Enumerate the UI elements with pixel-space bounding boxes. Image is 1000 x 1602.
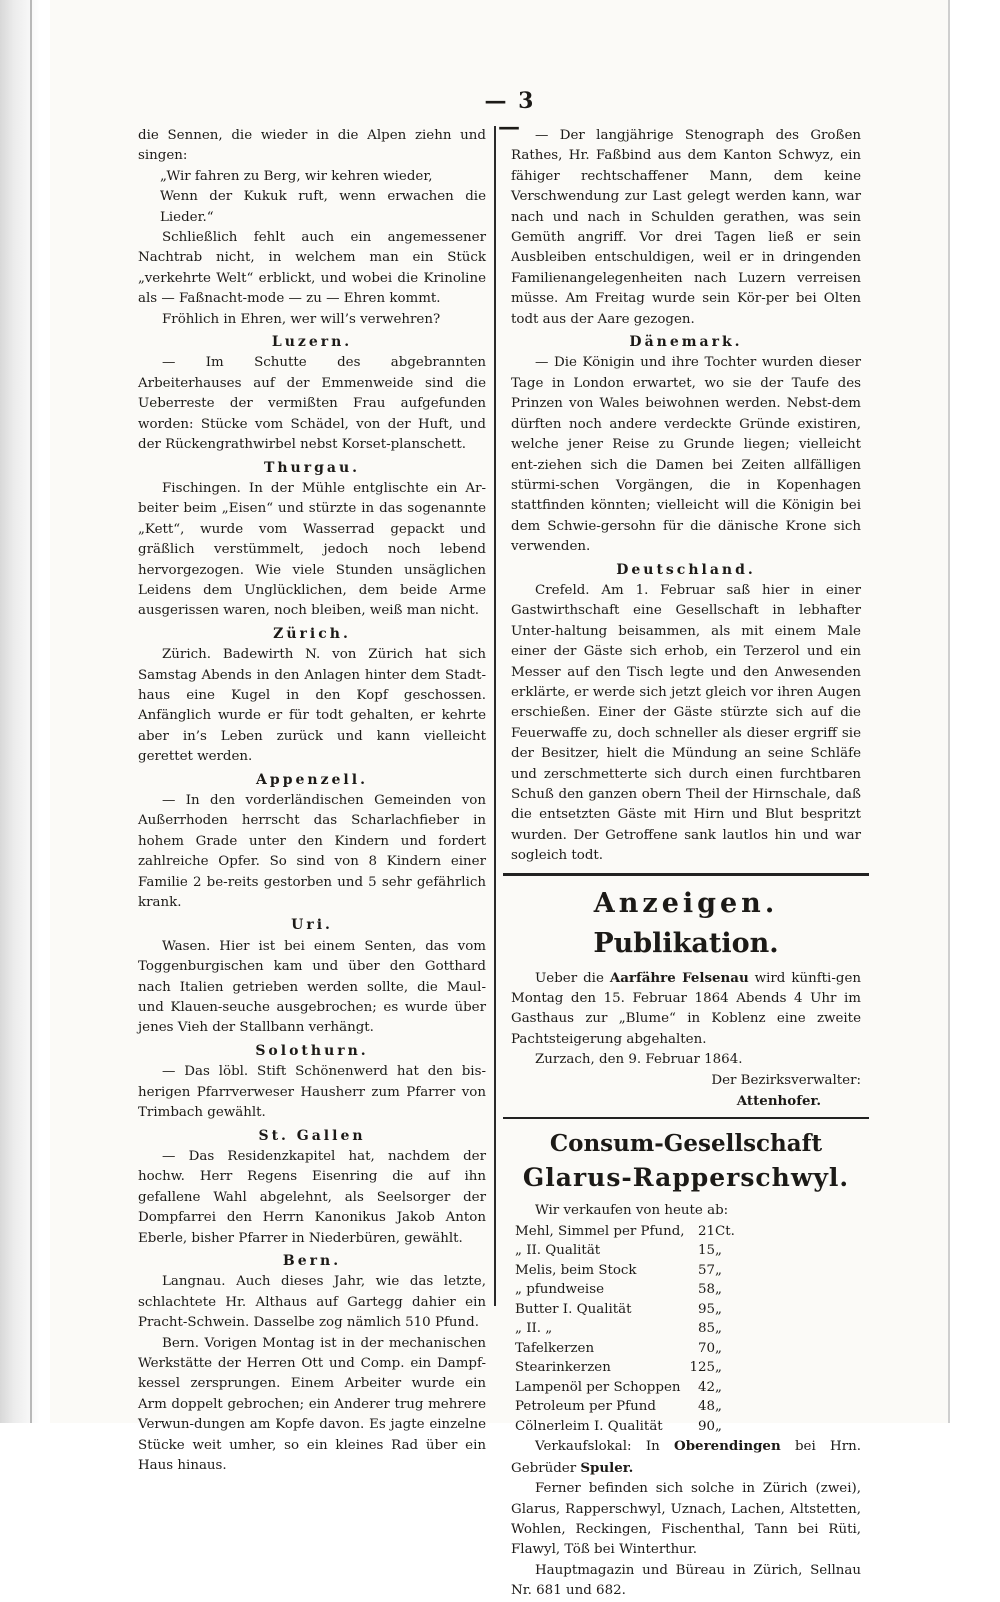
page-number: — 3 —: [484, 88, 536, 140]
price-row: [515, 1397, 755, 1417]
article-appenzell: — In den vorderländischen Gemeinden von Außerrhoden herrscht das Scharlachfieber in hohem Grade unter den Kindern und fordert zahlreiche Opfer. So sind von 8 Kindern einer Familie 2 be-reits gestorben und 5 sehr gefährlich krank.: [138, 793, 486, 911]
consum-branches: Ferner befinden sich solche in Zürich (zwei), Glarus, Rapperschwyl, Uznach, Lachen, Altstetten, Wohlen, Reckingen, Fischenthal, Tann bei Rüti, Flawyl, Töß bei Winterthur.: [511, 1481, 861, 1558]
publikation-signature: Attenhofer.: [736, 1093, 821, 1110]
section-heading-luzern: Luzern.: [271, 334, 353, 351]
verkaufslokal-place: Oberendingen: [674, 1438, 781, 1455]
intro-paragraph: Schließlich fehlt auch ein angemessener Nachtrab nicht, in welchem man ein Stück „verkehrte Welt“ erblickt, und wobei die Krinoline als — Faßnacht-mode — zu — Ehren kommt.: [138, 230, 486, 307]
intro-closing: Fröhlich in Ehren, wer will’s verwehren?: [162, 311, 441, 327]
article-st-gallen: — Das Residenzkapitel hat, nachdem der hochw. Herr Regens Eisenring die auf ihn gefallene Wahl abgelehnt, als Seelsorger der Dompfarrei den Herrn Kanonikus Jakob Anton Eberle, bisher Pfarrer in Niederbüren, gewählt.: [138, 1148, 486, 1246]
section-heading-daenemark: Dänemark.: [629, 334, 743, 351]
price-item: Stearinkerzen: [515, 1360, 611, 1376]
price-value: 125: [689, 1360, 715, 1376]
section-heading-deutschland: Deutschland.: [616, 561, 756, 578]
article-solothurn: — Das löbl. Stift Schönenwerd hat den bis-herigen Pfarrverweser Hausherr zum Pfarrer von Trimbach gewählt.: [138, 1064, 486, 1121]
verkaufslokal-label: Verkaufslokal: In: [535, 1439, 675, 1455]
price-value: 21: [697, 1223, 715, 1239]
price-item: Melis, beim Stock: [515, 1262, 637, 1278]
price-value: 15: [697, 1243, 715, 1259]
price-value: 58: [697, 1282, 715, 1298]
price-unit: „: [715, 1360, 722, 1376]
price-row: [515, 1261, 755, 1281]
article-luzern: — Im Schutte des abgebrannten Arbeiterhauses auf der Emmenweide sind die Ueberreste der vermißten Frau aufgefunden worden: Stücke vom Schädel, von der Huft, und der Rückengrathwirbel nebst Korset-planschett.: [138, 355, 486, 453]
price-item: Petroleum per Pfund: [515, 1399, 656, 1415]
consum-intro: Wir verkaufen von heute ab:: [535, 1203, 729, 1219]
consum-title-line-1: Consum-Gesellschaft: [549, 1130, 823, 1158]
intro-line-1: die Sennen, die wieder in die Alpen ziehn und singen:: [138, 128, 486, 164]
price-value: 42: [697, 1379, 715, 1395]
price-row: [515, 1378, 755, 1398]
price-row: [515, 1280, 755, 1300]
book-spine-shadow: [0, 0, 40, 1423]
price-item: „ II. Qualität: [515, 1243, 601, 1259]
section-heading-st-gallen: St. Gallen: [258, 1127, 366, 1144]
price-unit: „: [715, 1418, 722, 1434]
price-unit: „: [715, 1340, 722, 1356]
price-unit: „: [715, 1301, 722, 1317]
price-item: „ II. „: [515, 1321, 553, 1337]
price-item: „ pfundweise: [515, 1282, 605, 1298]
price-item: Butter I. Qualität: [515, 1301, 632, 1317]
ad-rule: [503, 1117, 869, 1119]
price-row: [515, 1339, 755, 1359]
article-langnau: Langnau. Auch dieses Jahr, wie das letzte, schlachtete Hr. Althaus auf Gartegg dahier ein Pracht-Schwein. Dasselbe zog nämlich 510 Pfund.: [138, 1274, 486, 1331]
price-value: 70: [697, 1340, 715, 1356]
price-unit: „: [715, 1262, 722, 1278]
price-value: 48: [697, 1399, 715, 1415]
section-heading-appenzell: Appenzell.: [256, 771, 368, 788]
publikation-aarfaehre: Aarfähre Felsenau: [609, 969, 749, 986]
price-row: [515, 1300, 755, 1320]
price-item: Tafelkerzen: [515, 1340, 595, 1356]
price-row: [515, 1417, 755, 1437]
consum-headquarters: Hauptmagazin und Büreau in Zürich, Sellnau Nr. 681 und 682.: [511, 1562, 861, 1599]
price-unit: „: [715, 1379, 722, 1395]
price-row: [515, 1358, 755, 1378]
verkaufslokal-mid: bei Hrn. Gebrüder: [511, 1439, 861, 1476]
price-unit: „: [715, 1321, 722, 1337]
price-list: [515, 1222, 755, 1437]
column-divider: [494, 126, 496, 1306]
price-unit: Ct.: [715, 1223, 735, 1239]
price-value: 57: [697, 1262, 715, 1278]
article-crefeld: Crefeld. Am 1. Februar saß hier in einer Gastwirthschaft eine Gesellschaft in lebhafter Unter-haltung beisammen, als mit einem Male einer der Gäste sich erhob, ein Terzerol und ein Messer auf den Tisch legte und den Anwesenden erklärte, er werde sich jetzt gleich vor ihren Augen erschießen. Einer der Gäste stürzte sich auf die Feuerwaffe zu, doch schneller als dieser ergriff sie der Besitzer, hielt die Mündung an seine Schläfe und zerschmetterte sich durch einen furchtbaren Schuß den ganzen obern Theil der Hirnschale, daß die entsetzten Gäste mit Hirn und Blut bespritzt wurden. Der Getroffene sank lautlos hin und war sogleich todt.: [511, 582, 861, 864]
price-value: 95: [697, 1301, 715, 1317]
price-value: 85: [697, 1321, 715, 1337]
verkaufslokal-name: Spuler.: [580, 1459, 634, 1476]
price-unit: „: [715, 1243, 722, 1259]
publikation-text-a: Ueber die: [535, 970, 610, 986]
binding-line: [30, 0, 32, 1423]
section-rule: [503, 873, 869, 876]
publikation-text-c: wird künfti-gen Montag den 15. Februar 1864 Abends 4 Uhr im Gasthaus zur „Blume“ in Koblenz eine zweite Pachtsteigerung abgehalten.: [511, 970, 861, 1047]
price-unit: „: [715, 1282, 722, 1298]
right-column: [511, 126, 861, 1602]
page-edge: [948, 0, 1000, 1423]
article-zuerich: Zürich. Badewirth N. von Zürich hat sich Samstag Abends in den Anlagen hinter dem Stadt-haus eine Kugel in den Kopf geschossen. Anfänglich wurde er für todt gehalten, er kehrte aber in’s Leben zurück und kann vielleicht gerettet werden.: [138, 647, 486, 765]
price-value: 90: [697, 1418, 715, 1434]
article-uri: Wasen. Hier ist bei einem Senten, das vom Toggenburgischen kam und über den Gotthard nach Italien getrieben werden sollte, die Maul- und Klauen-seuche ausgebrochen; es wurde über jenes Vieh der Stallbann verhängt.: [138, 938, 486, 1036]
publikation-dateline: Zurzach, den 9. Februar 1864.: [535, 1052, 743, 1068]
price-row: [515, 1241, 755, 1261]
publikation-office: Der Bezirksverwalter:: [711, 1072, 861, 1088]
section-heading-bern: Bern.: [282, 1252, 342, 1269]
price-row: [515, 1319, 755, 1339]
price-item: Mehl, Simmel per Pfund,: [515, 1223, 685, 1239]
section-heading-thurgau: Thurgau.: [263, 459, 361, 476]
publikation-heading: Publikation.: [593, 927, 779, 959]
price-item: Lampenöl per Schoppen: [515, 1379, 681, 1395]
price-item: Cölnerleim I. Qualität: [515, 1418, 663, 1434]
section-heading-zuerich: Zürich.: [273, 625, 351, 642]
article-thurgau: Fischingen. In der Mühle entglischte ein Ar-beiter beim „Eisen“ und stürzte in das sogenannte „Kett“, wurde vom Wasserrad gepackt und gräßlich verstümmelt, jedoch noch lebend hervorgezogen. Wie viele Stunden unsäglichen Leidens dem Unglücklichen, dem beide Arme ausgerissen waren, noch bleiben, weiß man nicht.: [138, 480, 486, 619]
section-heading-solothurn: Solothurn.: [255, 1042, 369, 1059]
consum-verkaufslokal: [511, 1436, 861, 1479]
song-line-1: „Wir fahren zu Berg, wir kehren wieder,: [160, 168, 433, 184]
section-heading-uri: Uri.: [291, 917, 333, 934]
consum-title-line-2: Glarus-Rapperschwyl.: [522, 1163, 850, 1193]
article-stenograph: — Der langjährige Stenograph des Großen Rathes, Hr. Faßbind aus dem Kanton Schwyz, ein fähiger rechtschaffener Mann, dem keine Verschwendung zur Last gelegt werden kann, war nach und nach in Schulden gerathen, was sein Gemüth angriff. Vor drei Tagen ließ er sein Ausbleiben entschuldigen, weil er in dringenden Familienangelegenheiten nach Luzern verreisen müsse. Am Freitag wurde sein Kör-per bei Olten todt aus der Aare gezogen.: [511, 128, 861, 327]
song-line-2: Wenn der Kukuk ruft, wenn erwachen die Lieder.“: [160, 189, 486, 225]
anzeigen-heading: Anzeigen.: [593, 887, 779, 919]
left-column: [138, 126, 486, 1476]
article-bern: Bern. Vorigen Montag ist in der mechanischen Werkstätte der Herren Ott und Comp. ein Dampf-kessel zersprungen. Einem Arbeiter wurde ein Arm doppelt gebrochen; ein Anderer trug mehrere Verwun-dungen am Kopfe davon. Es jagte einzelne Stücke weit umher, so ein kleines Rad über ein Haus hinaus.: [138, 1335, 486, 1473]
price-unit: „: [715, 1399, 722, 1415]
price-row: [515, 1222, 755, 1242]
article-daenemark: — Die Königin und ihre Tochter wurden dieser Tage in London erwartet, wo sie der Taufe des Prinzen von Wales beiwohnen werden. Nebst-dem dürften noch andere verdeckte Gründe existiren, welche jener Reise zu Grunde liegen; vielleicht ent-ziehen sich die Damen bei Zeiten allfälligen stürmi-schen Vorgängen, die in Kopenhagen stattfinden könnten; vielleicht will die Königin bei dem Schwie-gersohn für die dänische Krone sich verwenden.: [511, 355, 861, 555]
publikation-text: [511, 968, 861, 1051]
